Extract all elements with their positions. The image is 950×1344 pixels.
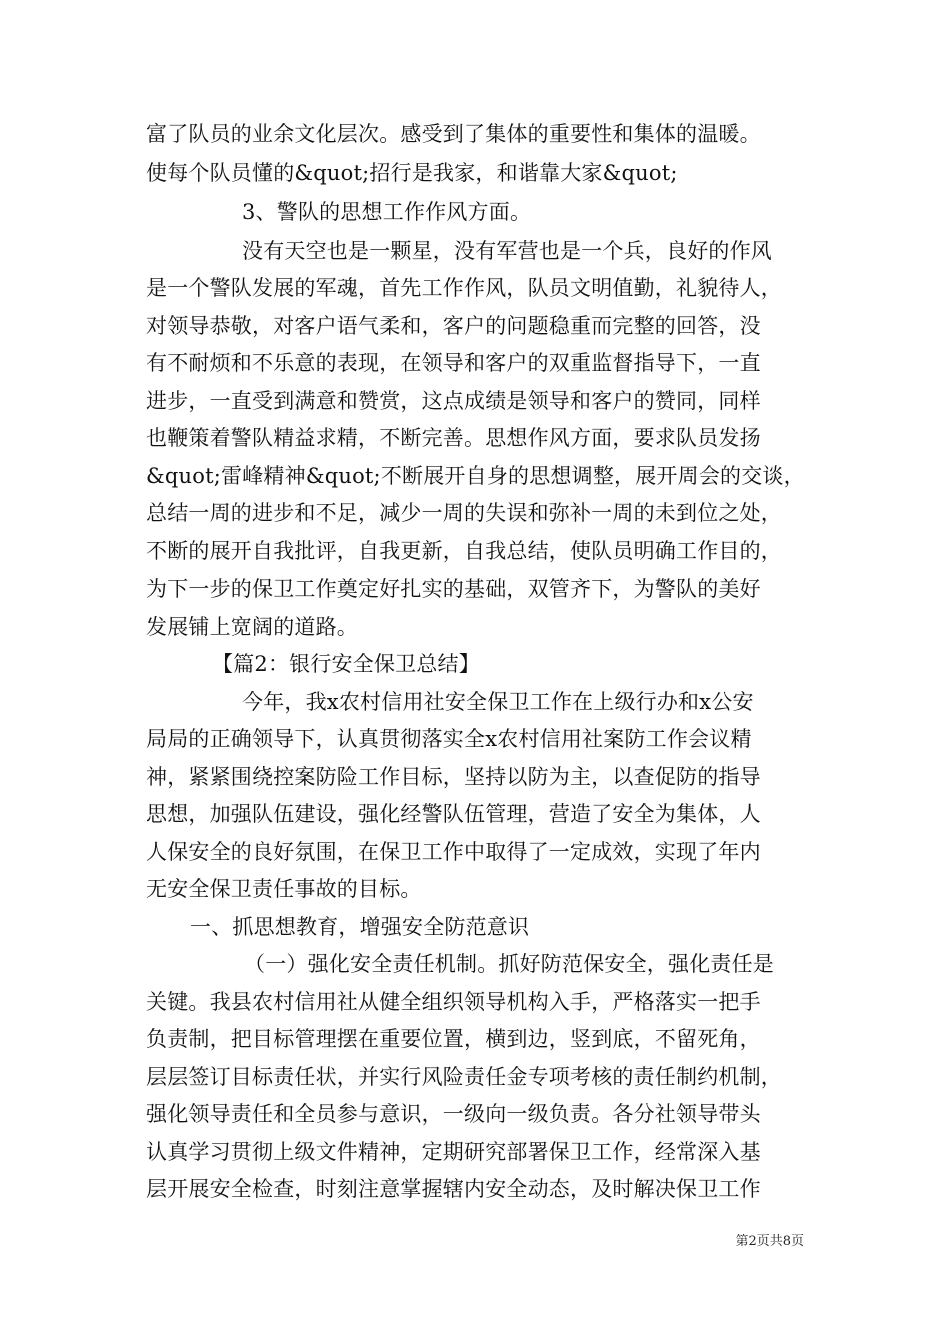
text-line: 富了队员的业余文化层次。感受到了集体的重要性和集体的温暖。	[146, 122, 761, 146]
text-line: 也鞭策着警队精益求精，不断完善。思想作风方面，要求队员发扬	[146, 426, 761, 450]
text-line: （一）强化安全责任机制。抓好防范保安全，强化责任是	[244, 952, 774, 976]
article-heading: 【篇2：银行安全保卫总结】	[212, 652, 480, 676]
section-heading: 一、抓思想教育，增强安全防范意识	[190, 915, 530, 939]
text-line: 总结一周的进步和不足，减少一周的失误和弥补一周的未到位之处，	[146, 501, 782, 525]
text-line: 局局的正确领导下，认真贯彻落实全x农村信用社案防工作会议精	[146, 727, 752, 751]
text-line: &quot;雷峰精神&quot;不断展开自身的思想调整，展开周会的交谈，	[146, 464, 805, 488]
text-line: 负责制，把目标管理摆在重要位置，横到边，竖到底，不留死角，	[146, 1027, 761, 1051]
text-line: 今年，我x农村信用社安全保卫工作在上级行办和x公安	[242, 690, 754, 714]
text-line: 思想，加强队伍建设，强化经警队伍管理，营造了安全为集体，人	[146, 802, 761, 826]
text-line: 不断的展开自我批评，自我更新，自我总结，使队员明确工作目的，	[146, 539, 782, 563]
page-number: 第2页共8页	[735, 1234, 804, 1249]
text-line: 层层签订目标责任状，并实行风险责任金专项考核的责任制约机制，	[146, 1065, 782, 1089]
text-line: 人保安全的良好氛围，在保卫工作中取得了一定成效，实现了年内	[146, 840, 761, 864]
text-line: 进步，一直受到满意和赞赏，这点成绩是领导和客户的赞同，同样	[146, 389, 761, 413]
text-line: 认真学习贯彻上级文件精神，定期研究部署保卫工作，经常深入基	[146, 1140, 761, 1164]
text-line: 是一个警队发展的军魂，首先工作作风，队员文明值勤，礼貌待人，	[146, 276, 782, 300]
text-line: 有不耐烦和不乐意的表现，在领导和客户的双重监督指导下，一直	[146, 351, 761, 375]
text-line: 使每个队员懂的&quot;招行是我家，和谐靠大家&quot;	[146, 161, 678, 185]
text-line: 为下一步的保卫工作奠定好扎实的基础，双管齐下，为警队的美好	[146, 577, 761, 601]
text-line: 神，紧紧围绕控案防险工作目标，坚持以防为主，以查促防的指导	[146, 765, 761, 789]
text-line: 无安全保卫责任事故的目标。	[146, 877, 422, 901]
text-line: 强化领导责任和全员参与意识，一级向一级负责。各分社领导带头	[146, 1102, 761, 1126]
text-line: 对领导恭敬，对客户语气柔和，客户的问题稳重而完整的回答，没	[146, 314, 761, 338]
text-line: 发展铺上宽阔的道路。	[146, 615, 358, 639]
section-heading: 3、警队的思想工作作风方面。	[242, 200, 532, 224]
text-line: 关键。我县农村信用社从健全组织领导机构入手，严格落实一把手	[146, 990, 761, 1014]
text-line: 层开展安全检查，时刻注意掌握辖内安全动态，及时解决保卫工作	[146, 1177, 761, 1201]
text-line: 没有天空也是一颗星，没有军营也是一个兵，良好的作风	[242, 239, 772, 263]
